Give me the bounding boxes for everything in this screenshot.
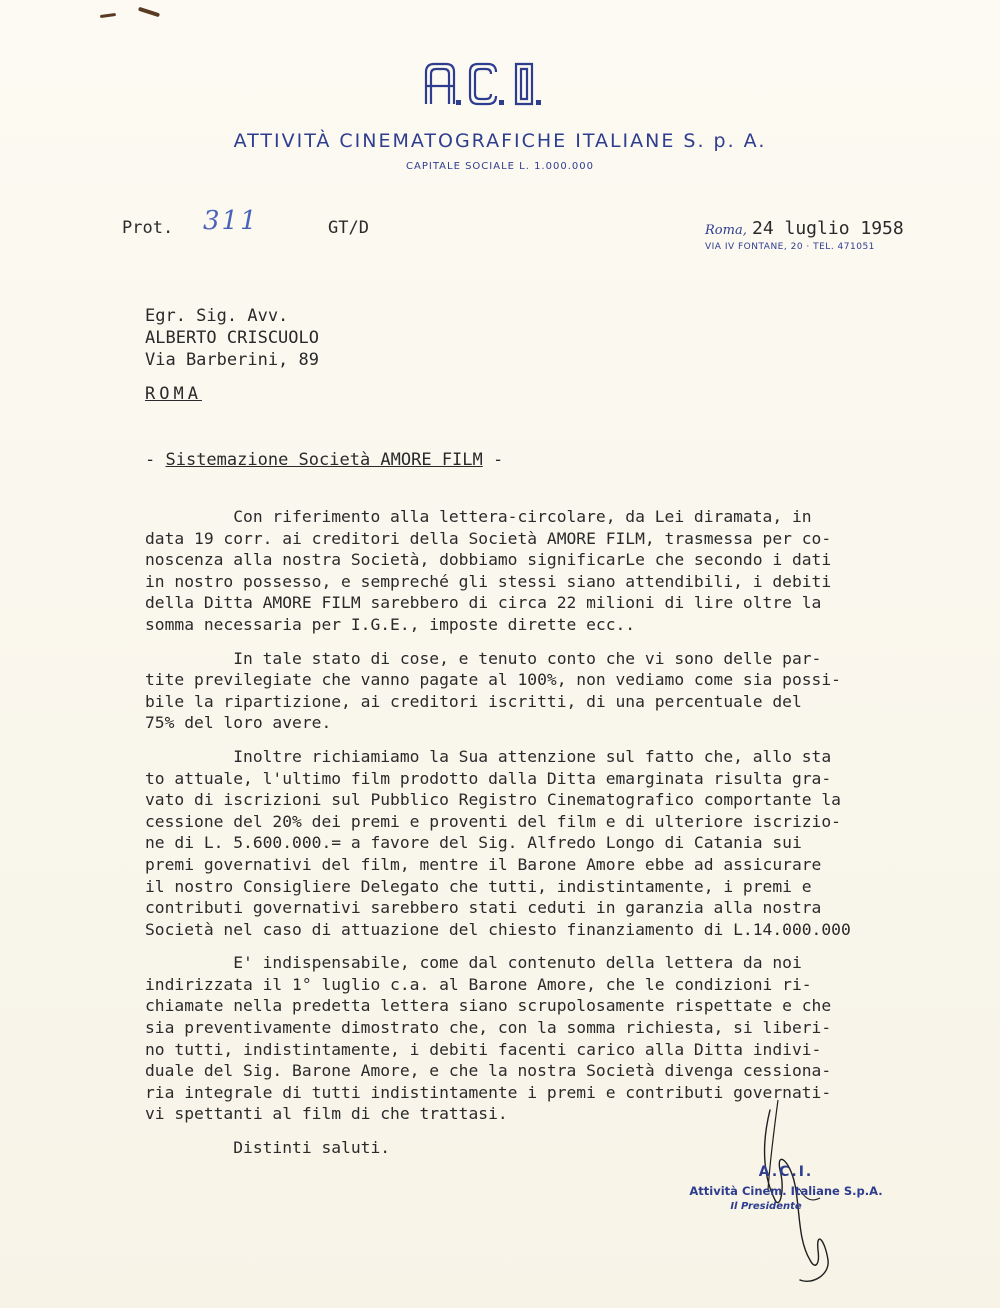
subject-line: [145, 450, 503, 470]
body-line: vi spettanti al film di che trattasi.: [145, 1104, 508, 1124]
body-line: Inoltre richiamiamo la Sua attenzione sul fatto che, allo sta: [145, 746, 832, 766]
protocol-number: 311: [203, 206, 259, 236]
closing-line: Distinti saluti.: [145, 1138, 391, 1158]
paragraph-2: [145, 648, 1000, 734]
body-line: no tutti, indistintamente, i debiti facenti carico alla Ditta indivi-: [145, 1039, 822, 1059]
body-line: vato di iscrizioni sul Pubblico Registro Cinematografico comportante la: [145, 790, 841, 810]
paper-mark: [100, 13, 116, 18]
body-line: data 19 corr. ai creditori della Società AMORE FILM, trasmessa per co-: [145, 528, 832, 548]
paragraph-1: [145, 506, 1000, 636]
subject-prefix: -: [145, 450, 166, 470]
body-line: in nostro possesso, e sempreché gli stessi siano attendibili, i debiti: [145, 571, 832, 591]
body-line: ne di L. 5.600.000.= a favore del Sig. Alfredo Longo di Catania sui: [145, 833, 802, 853]
letter-date: 24 luglio 1958: [752, 218, 904, 239]
body-line: chiamate nella predetta lettera siano scrupolosamente rispettate e che: [145, 996, 832, 1016]
recipient-block: [145, 305, 319, 405]
closing: [145, 1137, 1000, 1159]
stamp-role: Il Presidente: [730, 1201, 802, 1212]
reference-code: GT/D: [328, 218, 369, 238]
recipient-title: Egr. Sig. Avv.: [145, 306, 289, 326]
letter-body: [145, 506, 1000, 1171]
body-line: il nostro Consigliere Delegato che tutti, indistintamente, i premi e: [145, 876, 812, 896]
company-capital: CAPITALE SOCIALE L. 1.000.000: [406, 161, 594, 172]
company-address: VIA IV FONTANE, 20 · TEL. 471051: [705, 242, 875, 252]
recipient-city: ROMA: [145, 384, 202, 404]
aci-logo: [420, 58, 570, 108]
body-line: tite previlegiate che vanno pagate al 100%, non vediamo come sia possi-: [145, 670, 841, 690]
company-name: ATTIVITÀ CINEMATOGRAFICHE ITALIANE S. p. A.: [233, 130, 767, 152]
stamp-logo-text: A.C.I.: [758, 1164, 814, 1180]
subject-suffix: -: [482, 450, 504, 470]
paragraph-3: [145, 746, 1000, 940]
body-line: della Ditta AMORE FILM sarebbero di circa 22 milioni di lire oltre la: [145, 593, 822, 613]
body-line: sia preventivamente dimostrato che, con la somma richiesta, si liberi-: [145, 1018, 832, 1038]
body-line: cessione del 20% dei premi e proventi del film e di ulteriore iscrizio-: [145, 811, 841, 831]
body-line: Società nel caso di attuazione del chiesto finanziamento di L.14.000.000: [145, 919, 851, 939]
body-line: 75% del loro avere.: [145, 713, 332, 733]
stamp-company: Attività Cinem. Italiane S.p.A.: [689, 1184, 883, 1198]
prot-label: Prot.: [122, 218, 174, 238]
body-line: bile la ripartizione, ai creditori iscritti, di una percentuale del: [145, 691, 802, 711]
body-line: Con riferimento alla lettera-circolare, da Lei diramata, in: [145, 507, 812, 526]
body-line: contributi governativi sarebbero stati ceduti in garanzia alla nostra: [145, 898, 822, 918]
letter-city: Roma,: [705, 223, 747, 238]
company-stamp: [686, 1164, 886, 1212]
body-line: In tale stato di cose, e tenuto conto che vi sono delle par-: [145, 648, 822, 668]
paper-mark: [138, 7, 160, 18]
body-line: duale del Sig. Barone Amore, e che la nostra Società divenga cessiona-: [145, 1061, 832, 1081]
paragraph-4: [145, 952, 1000, 1125]
subject-text: Sistemazione Società AMORE FILM: [165, 450, 483, 470]
body-line: ria integrale di tutti indistintamente i premi e contributi governati-: [145, 1082, 832, 1102]
recipient-name: ALBERTO CRISCUOLO: [145, 328, 319, 348]
body-line: indirizzata il 1° luglio c.a. al Barone Amore, che le condizioni ri-: [145, 974, 812, 994]
recipient-street: Via Barberini, 89: [145, 350, 319, 370]
body-line: premi governativi del film, mentre il Barone Amore ebbe ad assicurare: [145, 854, 822, 874]
body-line: to attuale, l'ultimo film prodotto dalla Ditta emarginata risulta gra-: [145, 768, 832, 788]
body-line: E' indispensabile, come dal contenuto della lettera da noi: [145, 953, 802, 973]
body-line: somma necessaria per I.G.E., imposte dirette ecc..: [145, 614, 636, 634]
body-line: noscenza alla nostra Società, dobbiamo significarLe che secondo i dati: [145, 550, 832, 570]
